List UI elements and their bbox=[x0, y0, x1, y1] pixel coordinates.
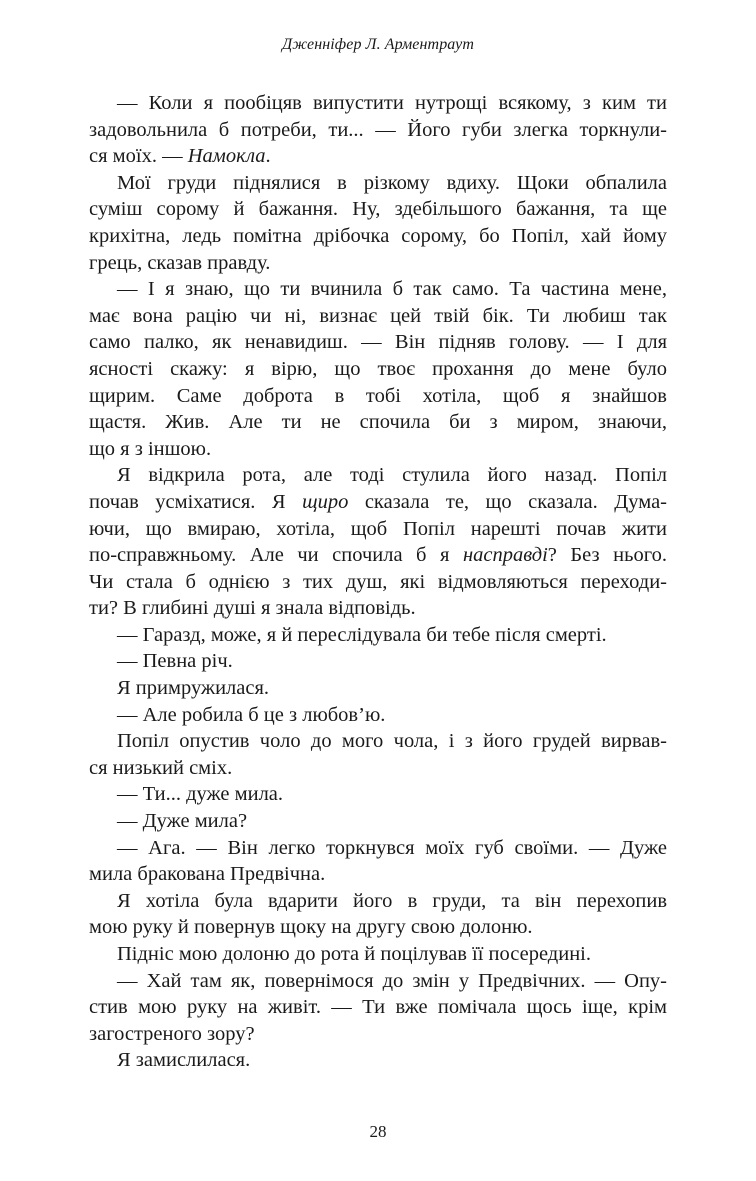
text-run: ? Без нього. bbox=[547, 544, 667, 567]
text-line bbox=[89, 968, 667, 995]
paragraph bbox=[89, 1047, 667, 1074]
text-run: ся низький сміх. bbox=[89, 756, 233, 779]
text-line bbox=[89, 595, 667, 622]
text-line bbox=[89, 941, 667, 968]
text-line bbox=[89, 888, 667, 915]
text-run: загостреного зору? bbox=[89, 1022, 255, 1045]
text-run: Мої груди піднялися в різкому вдиху. Щоки обпалила bbox=[117, 171, 667, 194]
running-head: Дженніфер Л. Арментраут bbox=[281, 36, 475, 53]
paragraph bbox=[89, 648, 667, 675]
text-line bbox=[89, 622, 667, 649]
text-run: само палко, як ненавидиш. — Він підняв голову. — І для bbox=[89, 331, 667, 354]
text-run: Чи стала б однією з тих душ, які відмовляються переходи- bbox=[89, 570, 667, 593]
text-run: Я примружилася. bbox=[117, 677, 270, 700]
paragraph bbox=[89, 941, 667, 968]
text-run: . bbox=[265, 145, 271, 168]
text-line bbox=[89, 489, 667, 516]
text-run: суміш сорому й бажання. Ну, здебільшого бажання, та ще bbox=[89, 198, 667, 221]
text-line bbox=[89, 117, 667, 144]
text-line bbox=[89, 569, 667, 596]
paragraph bbox=[89, 888, 667, 941]
paragraph bbox=[89, 781, 667, 808]
text-line bbox=[89, 196, 667, 223]
text-run: — Ти... дуже мила. bbox=[117, 783, 284, 806]
text-line bbox=[89, 861, 667, 888]
text-run: що я з іншою. bbox=[89, 437, 212, 460]
paragraph bbox=[89, 702, 667, 729]
paragraph bbox=[89, 835, 667, 888]
text-run: задовольнила б потреби, ти... — Його губи злегка торкнули- bbox=[89, 118, 667, 141]
text-line bbox=[89, 542, 667, 569]
text-line bbox=[89, 516, 667, 543]
italic-emphasis: насправді bbox=[462, 544, 548, 567]
text-line bbox=[89, 329, 667, 356]
text-run: стив мою руку на живіт. — Ти вже помічала щось іще, крім bbox=[89, 996, 667, 1019]
text-line bbox=[89, 436, 667, 463]
text-run: ючи, що вмираю, хотіла, щоб Попіл нарешті почав жити bbox=[89, 517, 667, 540]
paragraph bbox=[89, 808, 667, 835]
text-run: щастя. Жив. Але ти не спочила би з миром, знаючи, bbox=[89, 411, 667, 434]
text-line bbox=[89, 276, 667, 303]
text-line bbox=[89, 835, 667, 862]
paragraph bbox=[89, 728, 667, 781]
text-run: ся моїх. — bbox=[89, 145, 188, 168]
text-line bbox=[89, 462, 667, 489]
text-line bbox=[89, 303, 667, 330]
text-run: — Але робила б це з любов’ю. bbox=[117, 703, 386, 726]
text-run: грець, сказав правду. bbox=[89, 251, 271, 274]
text-line bbox=[89, 250, 667, 277]
paragraph bbox=[89, 675, 667, 702]
text-line bbox=[89, 648, 667, 675]
text-line bbox=[89, 808, 667, 835]
text-run: — Хай там як, повернімося до змін у Предвічних. — Опу- bbox=[117, 969, 667, 992]
text-run: — І я знаю, що ти вчинила б так само. Та частина мене, bbox=[117, 278, 667, 301]
text-run: сказала те, що сказала. Дума- bbox=[348, 490, 667, 513]
text-line bbox=[89, 994, 667, 1021]
paragraph bbox=[89, 968, 667, 1048]
text-line bbox=[89, 728, 667, 755]
text-run: — Певна річ. bbox=[117, 650, 233, 673]
text-run: Попіл опустив чоло до мого чола, і з його грудей вирвав- bbox=[117, 730, 667, 753]
text-line bbox=[89, 914, 667, 941]
text-line bbox=[89, 1021, 667, 1048]
text-run: — Дуже мила? bbox=[117, 810, 248, 833]
paragraph bbox=[89, 462, 667, 622]
text-run: мою руку й повернув щоку на другу свою долоню. bbox=[89, 916, 533, 939]
text-line bbox=[89, 702, 667, 729]
text-run: Я замислилася. bbox=[117, 1049, 251, 1072]
text-line bbox=[89, 170, 667, 197]
page-number: 28 bbox=[369, 1122, 387, 1141]
text-run: — Гаразд, може, я й переслідувала би тебе після смерті. bbox=[117, 623, 607, 646]
text-line bbox=[89, 409, 667, 436]
text-line bbox=[89, 1047, 667, 1074]
text-run: почав усміхатися. Я bbox=[89, 490, 303, 513]
text-run: має вона рацію чи ні, визнає цей твій бік. Ти любиш так bbox=[89, 304, 667, 327]
paragraph bbox=[89, 276, 667, 462]
text-run: Я хотіла була вдарити його в груди, та він перехопив bbox=[117, 889, 667, 912]
text-line bbox=[89, 223, 667, 250]
text-line bbox=[89, 755, 667, 782]
italic-emphasis: щиро bbox=[302, 490, 349, 513]
paragraph bbox=[89, 170, 667, 276]
text-run: — Ага. — Він легко торкнувся моїх губ своїми. — Дуже bbox=[117, 836, 667, 859]
text-line bbox=[89, 675, 667, 702]
text-run: мила бракована Предвічна. bbox=[89, 863, 326, 886]
body-text bbox=[89, 90, 667, 1074]
text-line bbox=[89, 143, 667, 170]
text-run: Я відкрила рота, але тоді стулила його назад. Попіл bbox=[117, 464, 667, 487]
text-run: — Коли я пообіцяв випустити нутрощі всякому, з ким ти bbox=[117, 92, 667, 114]
text-run: Підніс мою долоню до рота й поцілував її посередині. bbox=[117, 943, 591, 965]
italic-emphasis: Намокла bbox=[187, 145, 266, 168]
text-line bbox=[89, 383, 667, 410]
text-run: по-справжньому. Але чи спочила б я bbox=[89, 544, 463, 567]
text-run: крихітна, ледь помітна дрібочка сорому, бо Попіл, хай йому bbox=[89, 224, 667, 247]
text-run: ти? В глибині душі я знала відповідь. bbox=[89, 597, 416, 620]
text-line bbox=[89, 781, 667, 808]
paragraph bbox=[89, 90, 667, 170]
text-line bbox=[89, 90, 667, 117]
text-line bbox=[89, 356, 667, 383]
paragraph bbox=[89, 622, 667, 649]
text-run: ясності скажу: я вірю, що твоє прохання до мене було bbox=[89, 357, 667, 380]
text-run: щирим. Саме доброта в тобі хотіла, щоб я знайшов bbox=[89, 384, 667, 407]
